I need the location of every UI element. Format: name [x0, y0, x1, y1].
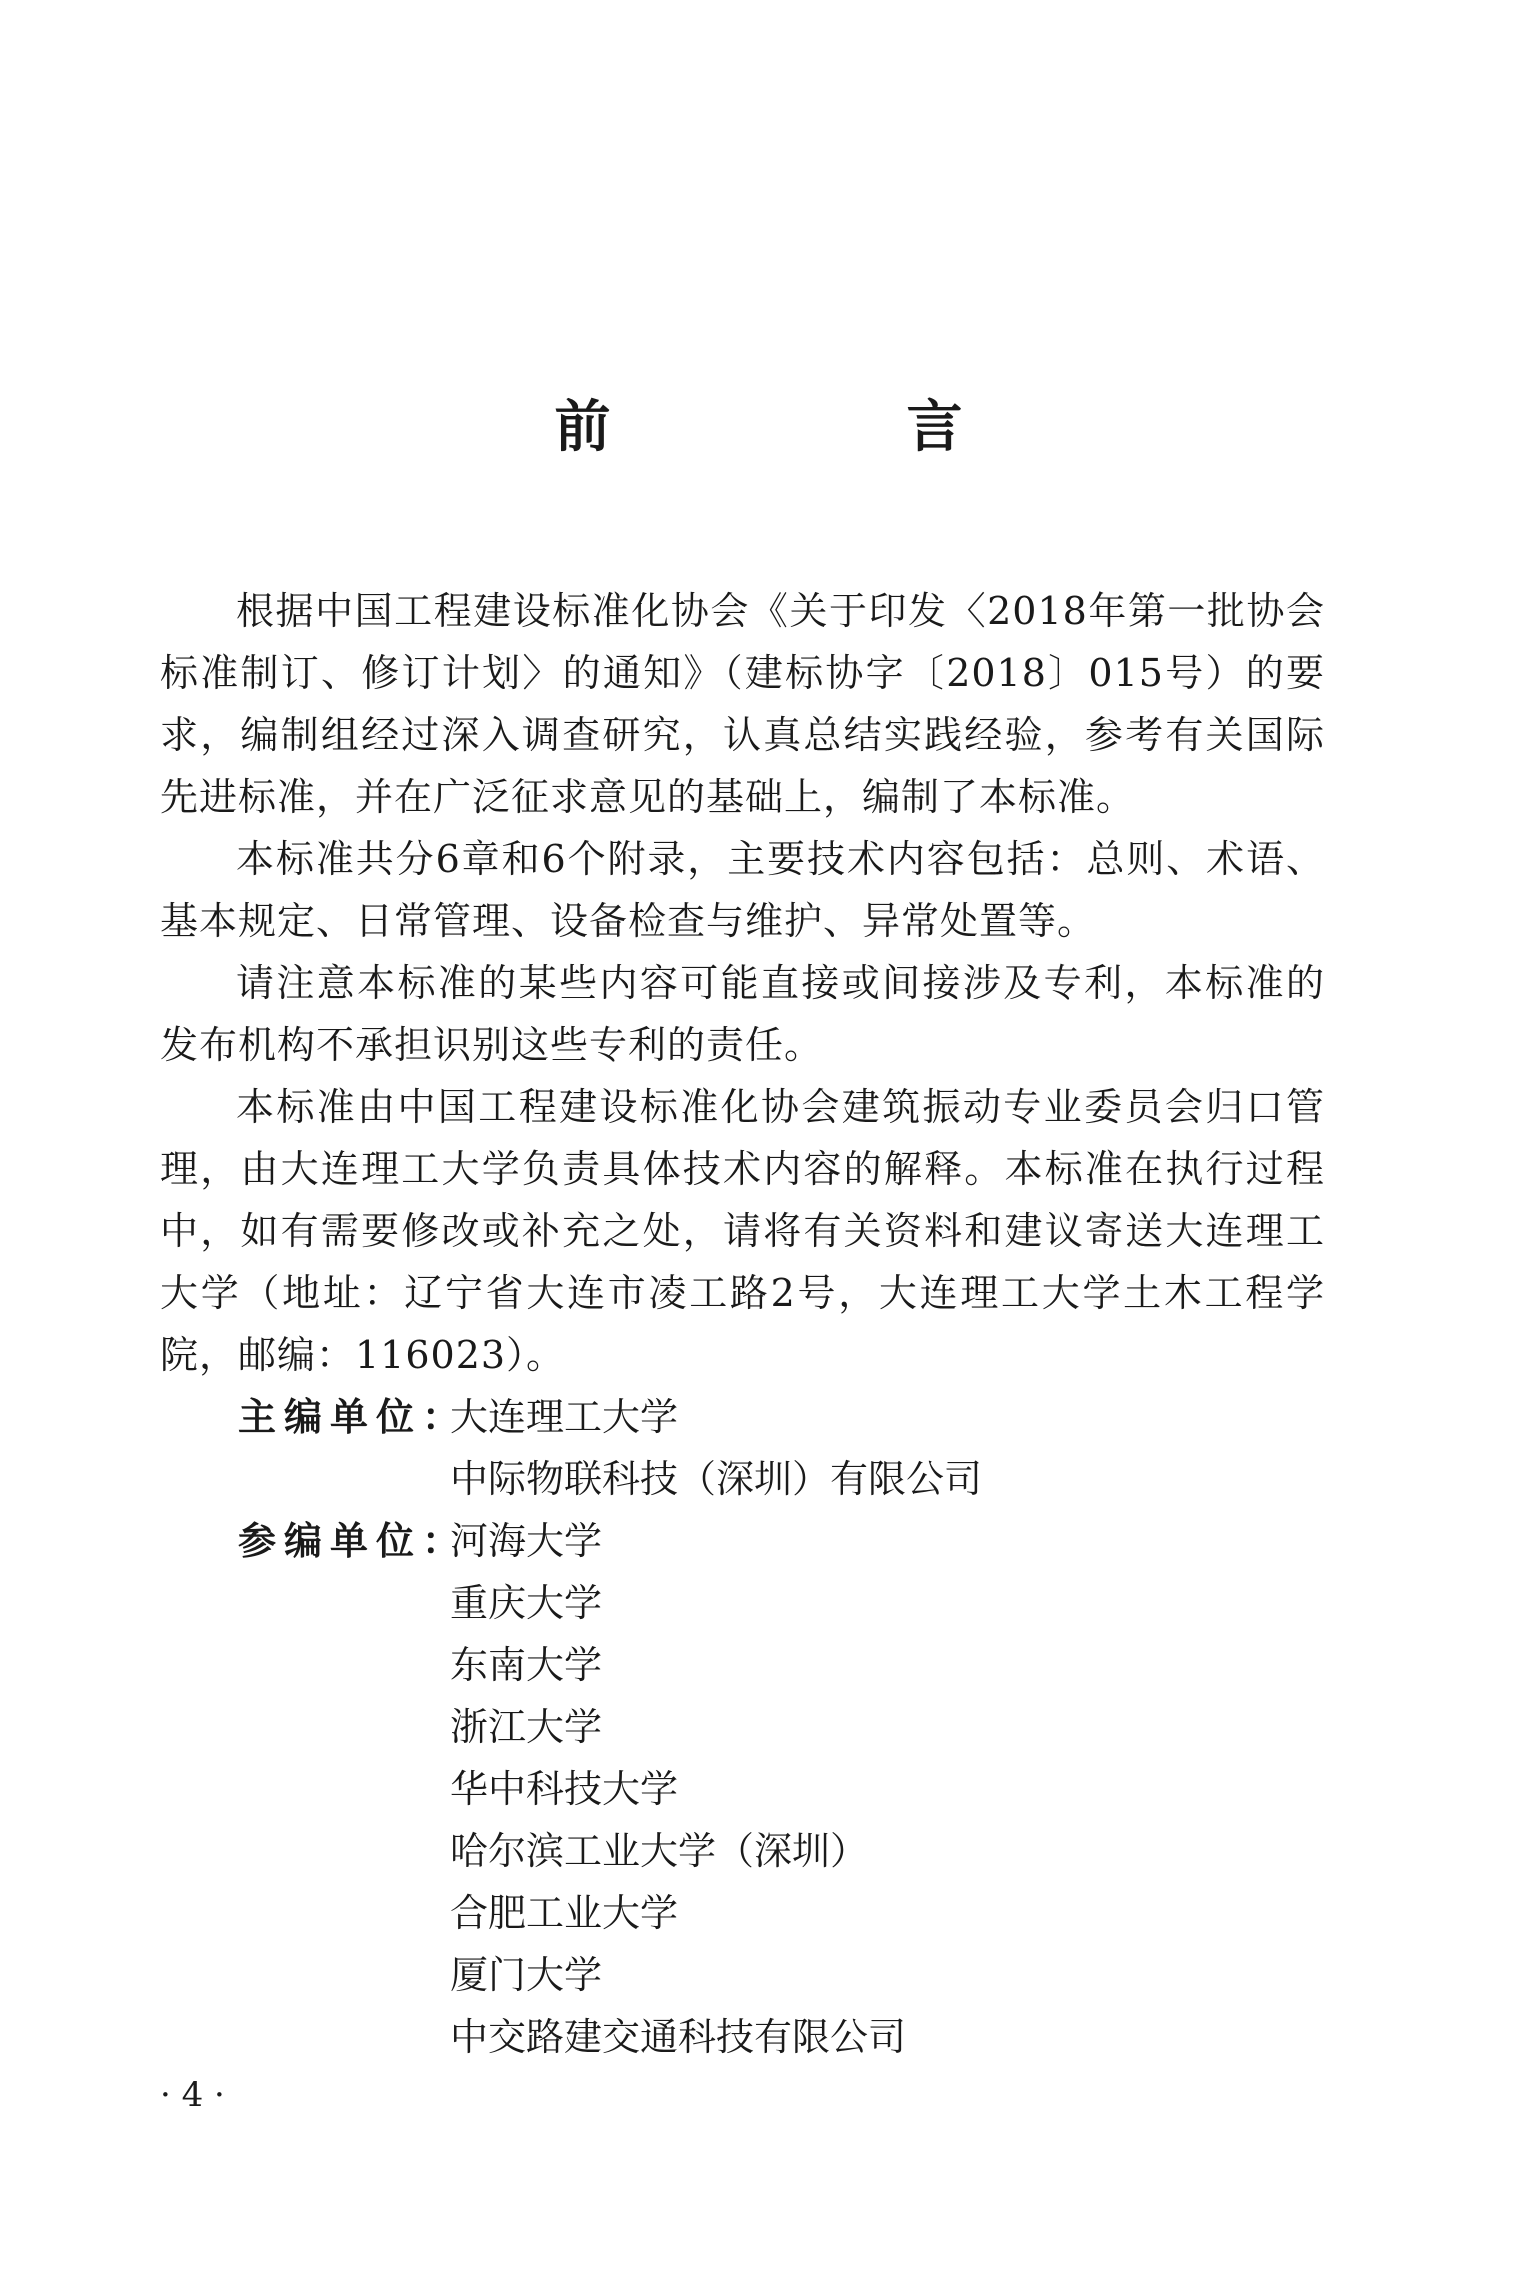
participating-units-label: 参编单位： — [238, 1519, 469, 1563]
chief-units-label: 主编单位： — [238, 1395, 469, 1439]
paragraph-management: 本标准由中国工程建设标准化协会建筑振动专业委员会归口管理，由大连理工大学负责具体技术内容的解释。本标准在执行过程中，如有需要修改或补充之处，请将有关资料和建议寄送大连理工大学（地址：辽宁省大连市凌工路2号，大连理工大学土木工程学院，邮编：116023）。 — [160, 1085, 1325, 1377]
page-number: · 4 · — [160, 2075, 225, 2115]
participating-unit-item: 合肥工业大学 — [450, 1891, 679, 1935]
participating-unit-item: 河海大学 — [450, 1519, 603, 1563]
participating-unit-item: 中交路建交通科技有限公司 — [450, 2015, 907, 2059]
chief-unit-item: 大连理工大学 — [450, 1395, 679, 1439]
preface-body — [160, 580, 1325, 2068]
paragraph-patent-notice: 请注意本标准的某些内容可能直接或间接涉及专利，本标准的发布机构不承担识别这些专利的责任。 — [160, 961, 1325, 1067]
participating-unit-item: 华中科技大学 — [450, 1767, 679, 1811]
participating-units-block — [160, 1510, 1325, 2068]
participating-unit-item: 重庆大学 — [450, 1581, 603, 1625]
participating-unit-item: 东南大学 — [450, 1643, 603, 1687]
participating-units-list — [450, 1510, 1325, 2068]
chief-unit-item: 中际物联科技（深圳）有限公司 — [450, 1457, 983, 1501]
paragraph-basis: 根据中国工程建设标准化协会《关于印发〈2018年第一批协会标准制订、修订计划〉的通知》（建标协字〔2018〕015号）的要求，编制组经过深入调查研究，认真总结实践经验，参考有关国际先进标准，并在广泛征求意见的基础上，编制了本标准。 — [160, 589, 1325, 819]
paragraph-contents: 本标准共分6章和6个附录，主要技术内容包括：总则、术语、基本规定、日常管理、设备检查与维护、异常处置等。 — [160, 837, 1325, 943]
participating-unit-item: 厦门大学 — [450, 1953, 603, 1997]
page-title: 前 言 — [554, 395, 1083, 460]
chief-units-block — [160, 1386, 1325, 1510]
chief-units-list — [450, 1386, 1325, 1510]
participating-unit-item: 浙江大学 — [450, 1705, 603, 1749]
participating-unit-item: 哈尔滨工业大学（深圳） — [450, 1829, 869, 1873]
